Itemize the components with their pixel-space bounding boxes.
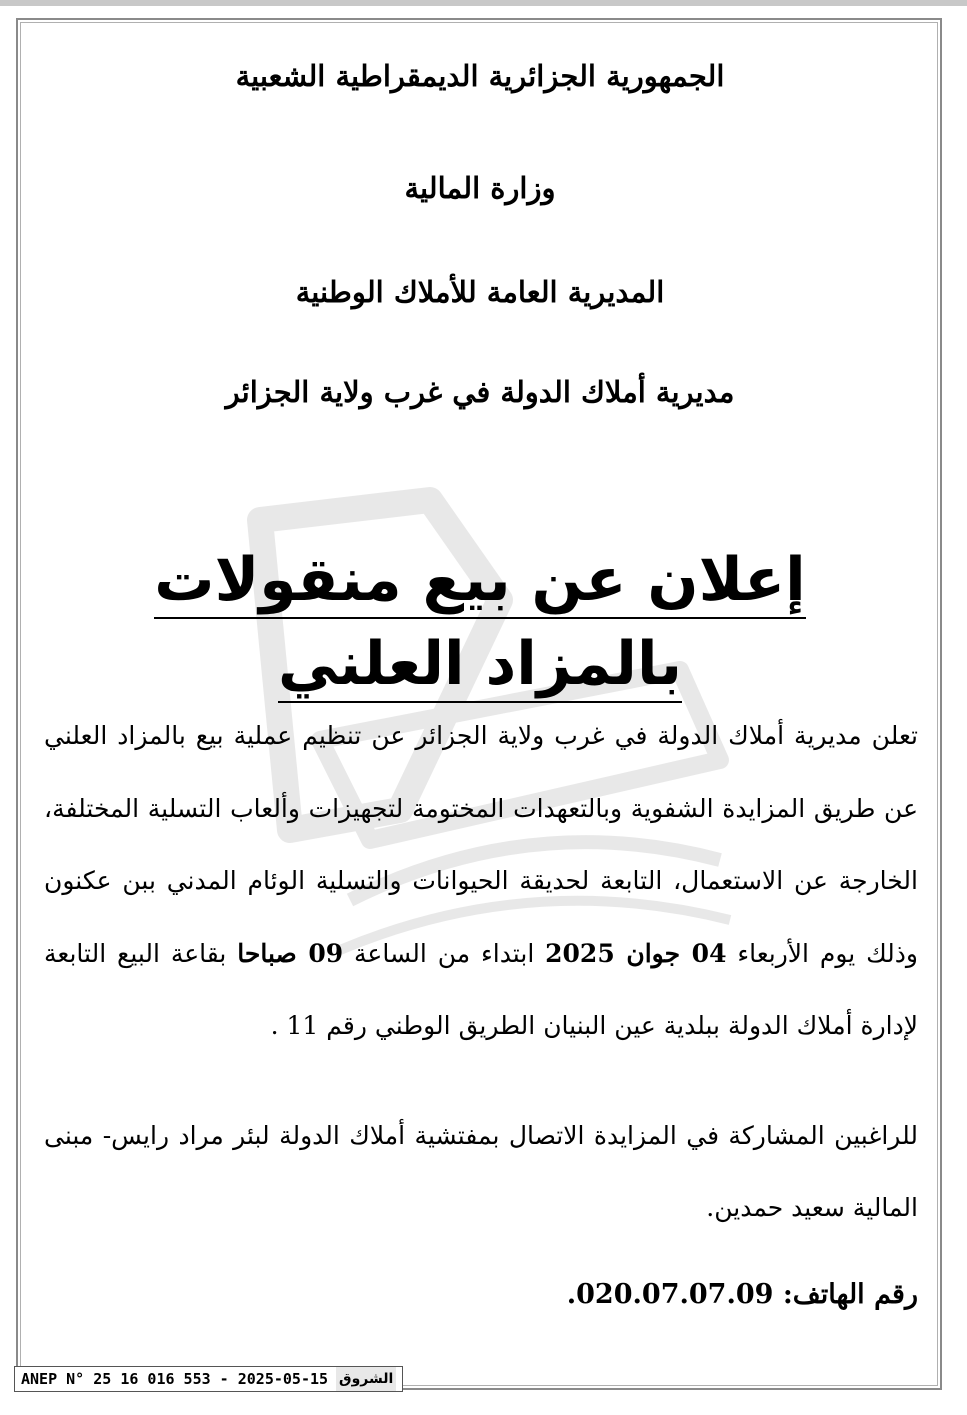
newspaper-name: الشروق — [336, 1367, 396, 1391]
auction-time: 09 صباحا — [237, 938, 344, 968]
body-part-2: ابتداء من الساعة — [343, 938, 546, 968]
announcement-title-text: إعلان عن بيع منقولات بالمزاد العلني — [154, 545, 805, 703]
announcement-title — [60, 538, 900, 706]
body-part-1: تعلن مديرية أملاك الدولة في غرب ولاية الجزائر عن تنظيم عملية بيع بالمزاد العلني عن طريق المزايدة الشفوية وبالتعهدات المختومة لتجهيزات وألعاب التسلية المختلفة، الخارجة عن الاستعمال، التابعة لحديقة الحيوانات والتسلية الوئام المدني ببن عكنون وذلك يوم الأربعاء — [44, 721, 918, 968]
anep-reference-box — [14, 1366, 403, 1392]
phone-line — [44, 1270, 918, 1320]
directorate-heading: مديرية أملاك الدولة في غرب ولاية الجزائر — [225, 375, 735, 409]
contact-paragraph: للراغبين المشاركة في المزايدة الاتصال بمفتشية أملاك الدولة لبئر مراد رايس- مبنى المالية سعيد حمدين. — [44, 1121, 918, 1222]
top-rule — [0, 0, 967, 6]
republic-heading: الجمهورية الجزائرية الديمقراطية الشعبية — [235, 59, 725, 93]
ministry-heading: وزارة المالية — [404, 171, 556, 205]
phone-number: .020.07.07.09 — [566, 1279, 774, 1310]
announcement-body — [44, 700, 918, 1063]
body-part-3: بقاعة البيع التابعة لإدارة أملاك الدولة ببلدية عين البنيان الطريق الوطني رقم 11 . — [44, 938, 918, 1040]
phone-label: رقم الهاتف: — [782, 1279, 918, 1310]
auction-date: 04 جوان 2025 — [545, 938, 727, 968]
directorate-general-heading: المديرية العامة للأملاك الوطنية — [295, 275, 665, 309]
anep-reference: ANEP N° 25 16 016 553 - 2025-05-15 — [21, 1370, 329, 1388]
